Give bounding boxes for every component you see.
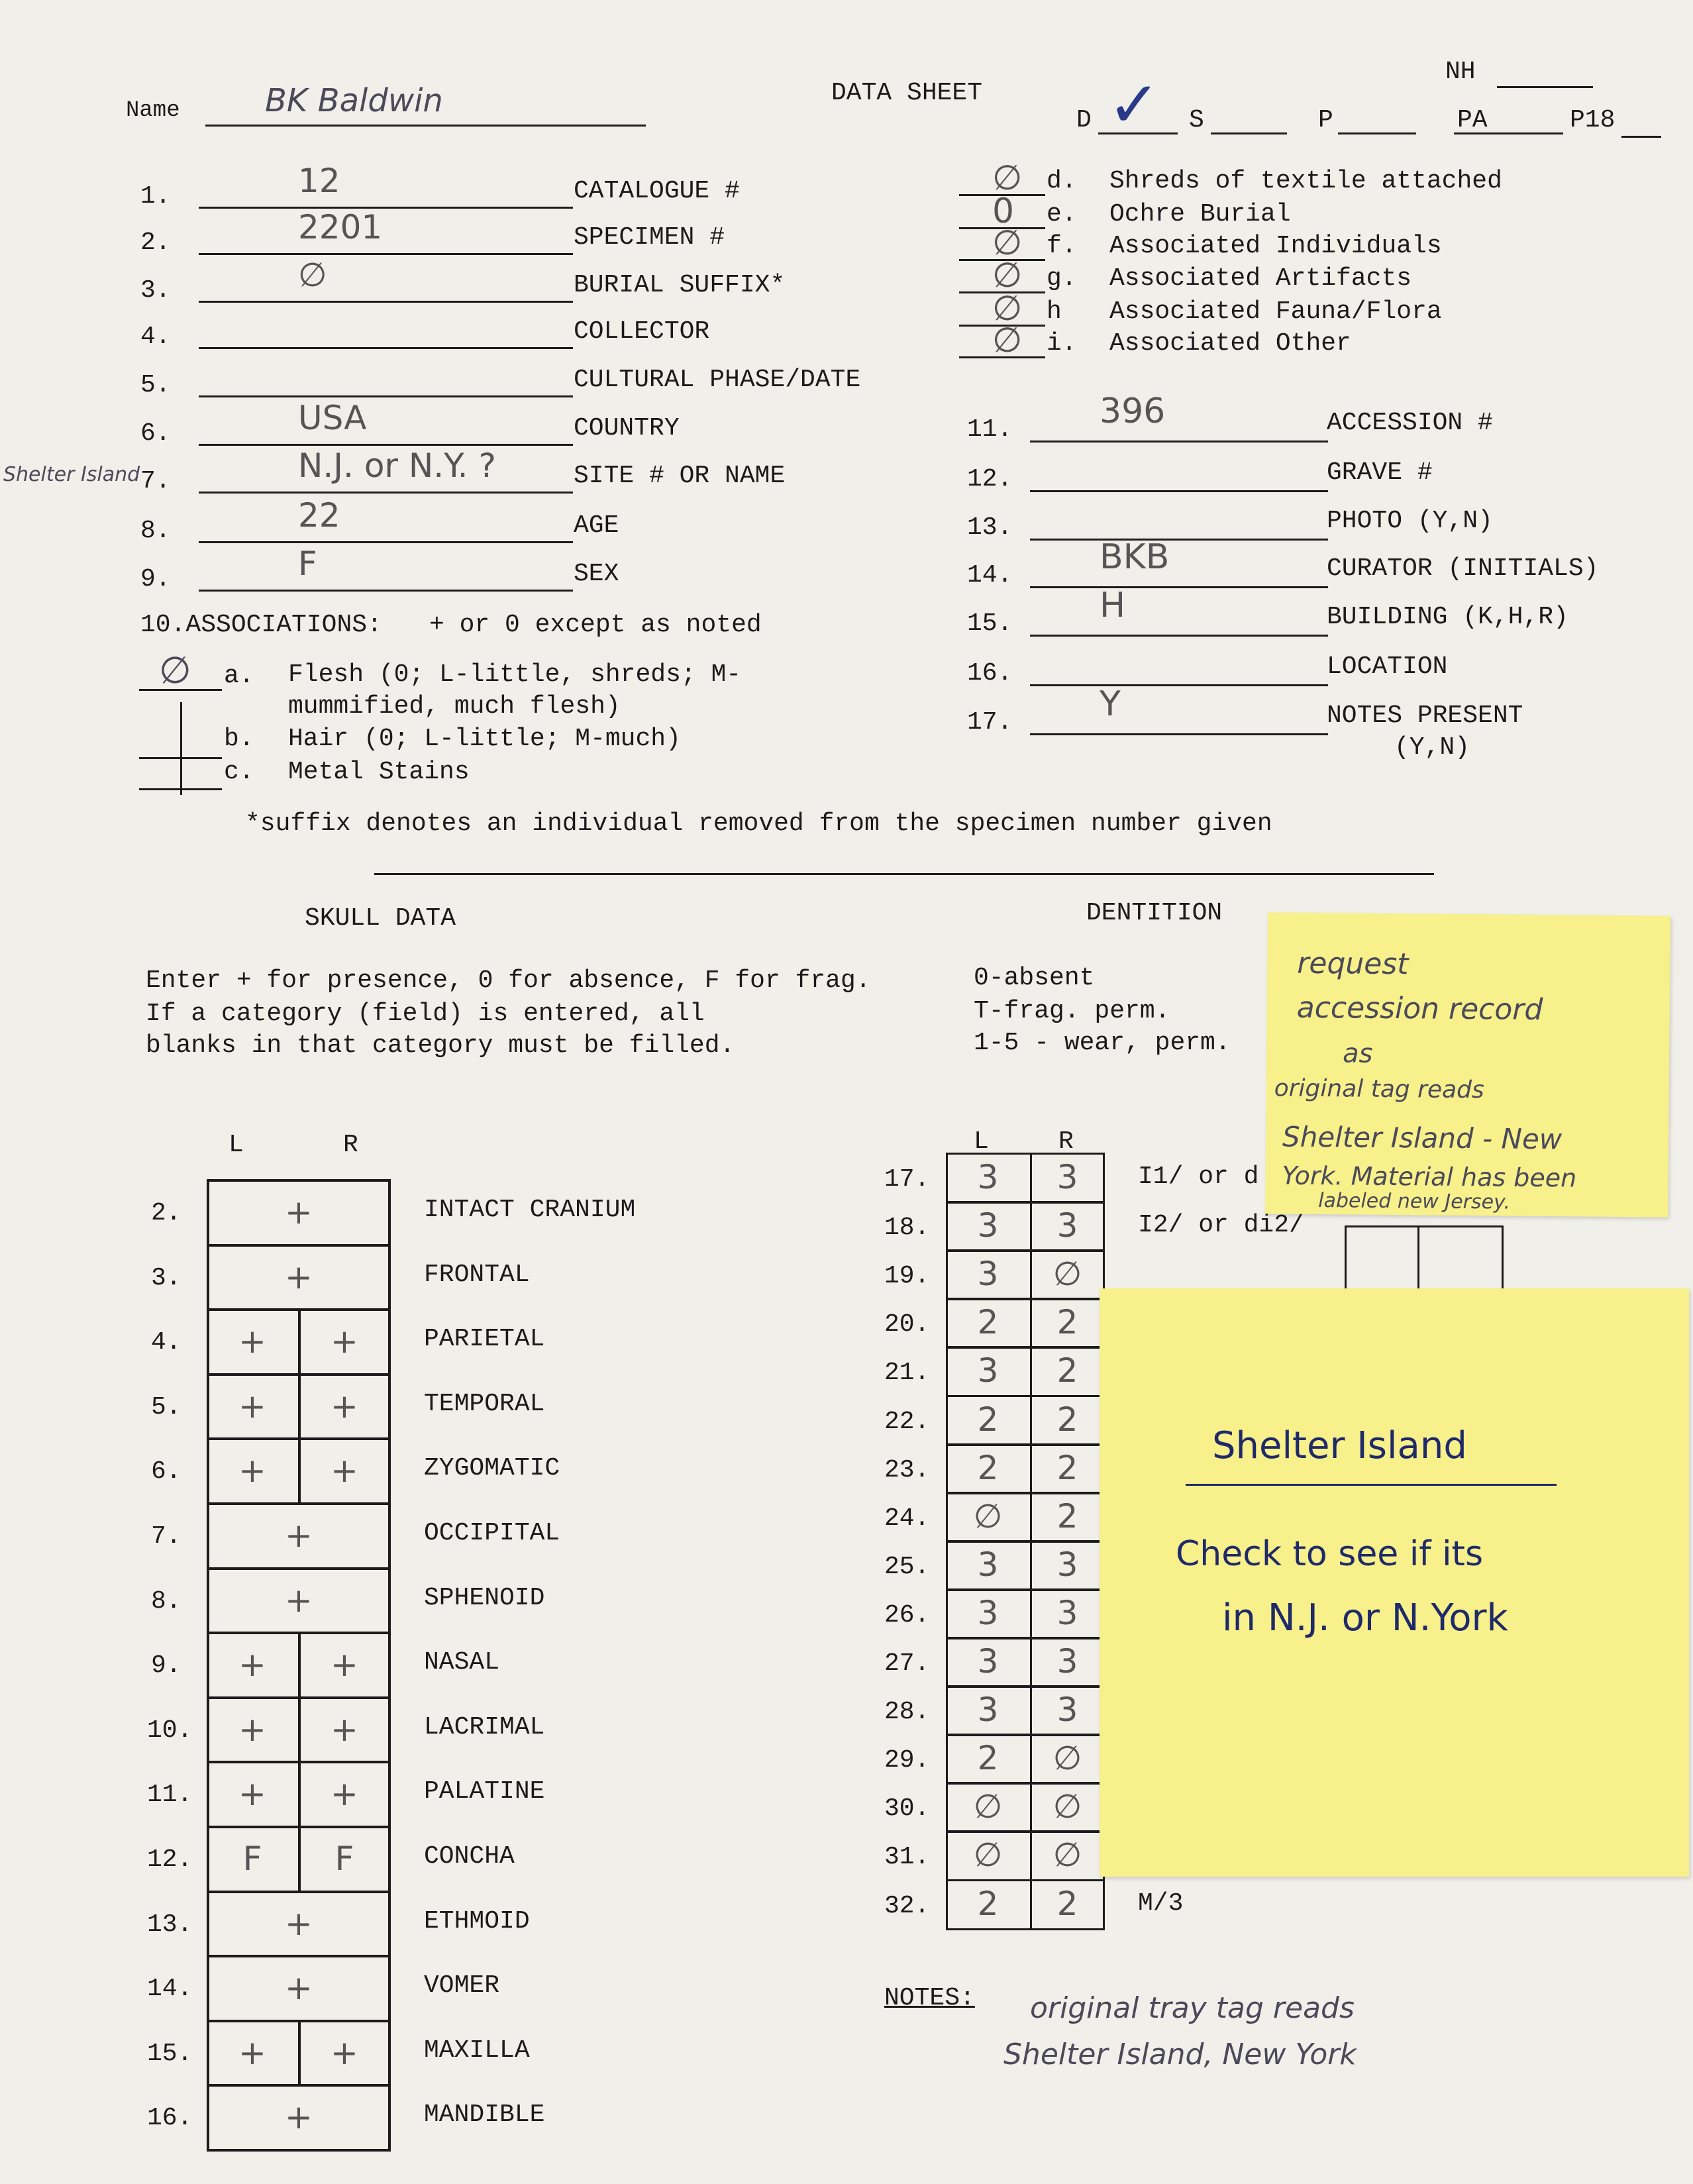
assoc-label: Associated Fauna/Flora <box>1109 297 1442 326</box>
skull-cell-left[interactable]: + <box>238 1322 266 1361</box>
dentition-cell-right[interactable]: 2 <box>1056 1448 1078 1487</box>
skull-row-number: 9. <box>151 1651 181 1681</box>
assoc-letter: f. <box>1047 232 1077 260</box>
field-line <box>199 492 573 494</box>
field-value[interactable]: 2201 <box>298 208 383 246</box>
dentition-row-number: 24. <box>884 1504 930 1533</box>
p-line <box>1338 132 1416 134</box>
field-number: 3. <box>140 276 171 305</box>
dentition-row-number: 23. <box>884 1455 930 1484</box>
skull-row-number: 15. <box>147 2039 193 2068</box>
skull-row-label: MANDIBLE <box>424 2101 545 2130</box>
field-value[interactable]: F <box>298 545 317 583</box>
skull-cell[interactable]: + <box>285 1581 313 1620</box>
dentition-row-label: I2/ or di2/ <box>1138 1211 1304 1240</box>
sticky2-line-2: in N.J. or N.York <box>1222 1596 1508 1639</box>
skull-row-number: 16. <box>147 2104 193 2133</box>
dentition-cell-left[interactable]: 2 <box>977 1739 999 1778</box>
dentition-cell-left[interactable]: 3 <box>977 1351 999 1390</box>
field-number: 2. <box>140 229 171 257</box>
field-number: 4. <box>140 323 171 351</box>
field-label: BUILDING (K,H,R) <box>1327 603 1568 631</box>
field-line <box>1030 539 1328 541</box>
pa-line <box>1454 132 1563 134</box>
assoc-b-letter: b. <box>224 725 254 753</box>
skull-cell-right[interactable]: + <box>331 1710 358 1749</box>
field-line <box>1030 684 1328 686</box>
dentition-title: DENTITION <box>1086 899 1223 927</box>
dentition-row-number: 19. <box>884 1262 930 1291</box>
field-number: 13. <box>967 513 1013 542</box>
assoc-label: Shreds of textile attached <box>1109 167 1502 195</box>
p18-label: P18 <box>1570 106 1616 134</box>
dentition-cell-left[interactable]: 3 <box>977 1690 999 1730</box>
field-value[interactable]: 12 <box>298 162 340 200</box>
dentition-col-l: L <box>974 1127 989 1156</box>
field-label: CULTURAL PHASE/DATE <box>574 366 861 394</box>
sticky1-line-1: request <box>1297 946 1409 982</box>
notes-label: NOTES: <box>884 1984 975 2012</box>
skull-row-number: 10. <box>147 1716 193 1745</box>
dentition-cell-right[interactable]: 2 <box>1056 1351 1078 1390</box>
dentition-cell-right[interactable]: 2 <box>1056 1884 1078 1923</box>
dentition-row-number: 21. <box>884 1359 930 1388</box>
skull-instr-1: Enter + for presence, 0 for absence, F for frag. <box>146 966 871 995</box>
dentition-cell-right[interactable]: 2 <box>1056 1303 1078 1342</box>
assoc-c-text: Metal Stains <box>288 758 470 786</box>
s-label: S <box>1189 106 1204 134</box>
assoc-label: Associated Artifacts <box>1109 264 1412 293</box>
dentition-cell-left[interactable]: 2 <box>977 1884 999 1923</box>
field-number: 1. <box>140 182 171 211</box>
field-line <box>199 347 573 349</box>
dentition-row-number: 20. <box>884 1310 930 1339</box>
field-value[interactable]: H <box>1100 586 1126 625</box>
field-number: 17. <box>967 708 1013 737</box>
dentition-cell-right[interactable]: 3 <box>1056 1545 1078 1584</box>
site-margin-note: Shelter Island <box>3 463 140 486</box>
dentition-cell-right[interactable]: 3 <box>1056 1593 1078 1632</box>
skull-row-number: 11. <box>147 1781 193 1810</box>
assoc-value[interactable]: ∅ <box>992 321 1023 360</box>
skull-row-label: FRONTAL <box>424 1260 530 1289</box>
field-number: 6. <box>140 419 171 448</box>
field-value[interactable]: Y <box>1100 684 1121 724</box>
skull-cell-right[interactable]: + <box>331 1645 358 1685</box>
assoc-a-value[interactable]: ∅ <box>159 649 191 692</box>
field-number: 7. <box>140 467 171 495</box>
assoc-a-text: Flesh (0; L-little, shreds; M- <box>288 660 742 689</box>
dentition-row-number: 26. <box>884 1600 930 1630</box>
dentition-cell-right[interactable]: ∅ <box>1052 1836 1082 1875</box>
skull-row-label: INTACT CRANIUM <box>424 1196 636 1224</box>
notes-present-yn: (Y,N) <box>1394 733 1470 762</box>
field-line <box>199 207 573 209</box>
assoc-letter: g. <box>1047 264 1077 293</box>
field-line <box>199 395 573 397</box>
field-label: SPECIMEN # <box>574 223 725 252</box>
field-label: LOCATION <box>1327 652 1448 681</box>
field-number: 15. <box>967 609 1013 638</box>
field-number: 16. <box>967 659 1013 688</box>
skull-row-number: 8. <box>151 1586 181 1616</box>
pa-label: PA <box>1457 106 1488 134</box>
skull-cell-left[interactable]: + <box>238 1775 266 1814</box>
skull-cell-right[interactable]: + <box>331 1322 358 1361</box>
dentition-row-label: M/3 <box>1138 1889 1184 1918</box>
assoc-c-letter: c. <box>224 758 254 786</box>
field-label: SEX <box>574 560 619 588</box>
skull-cell[interactable]: + <box>285 1516 313 1555</box>
dentition-row-number: 32. <box>884 1891 930 1920</box>
dentition-row-number: 30. <box>884 1794 930 1824</box>
field-label: CATALOGUE # <box>574 177 740 205</box>
skull-row-number: 3. <box>151 1263 181 1292</box>
field-label: COUNTRY <box>574 414 680 442</box>
field-line <box>199 301 573 303</box>
skull-cell-left[interactable]: + <box>238 2033 266 2072</box>
skull-cell-left[interactable]: F <box>242 1840 262 1878</box>
dentition-row-number: 28. <box>884 1698 930 1727</box>
notes-line-1[interactable]: original tray tag reads <box>1030 1991 1355 2025</box>
field-label: BURIAL SUFFIX* <box>574 271 786 299</box>
assoc-label: Associated Other <box>1109 329 1351 358</box>
field-value[interactable]: BKB <box>1100 537 1170 577</box>
dentition-cell-right[interactable]: 3 <box>1056 1642 1078 1681</box>
field-number: 14. <box>967 561 1013 590</box>
nh-label: NH <box>1445 58 1476 86</box>
skull-row-label: PARIETAL <box>424 1325 545 1354</box>
dentition-cell-left[interactable]: ∅ <box>973 1836 1003 1875</box>
skull-row-label: SPHENOID <box>424 1583 545 1612</box>
s-line <box>1211 132 1287 134</box>
skull-instr-2: If a category (field) is entered, all <box>146 1000 705 1028</box>
assoc-value[interactable]: 0 <box>992 191 1015 231</box>
field-label: PHOTO (Y,N) <box>1327 507 1493 535</box>
skull-row-label: ZYGOMATIC <box>424 1454 560 1483</box>
dentition-cell-right[interactable]: 3 <box>1056 1206 1078 1245</box>
dentition-cell-right[interactable]: 3 <box>1056 1690 1078 1730</box>
sticky1-line-2: accession record <box>1296 990 1543 1027</box>
sticky-note-shelter-island <box>1100 1288 1689 1877</box>
dentition-cell-right[interactable]: 3 <box>1056 1158 1078 1196</box>
assoc-label: Ochre Burial <box>1109 200 1291 229</box>
skull-cell-left[interactable]: + <box>238 1386 266 1426</box>
dentition-cell-left[interactable]: ∅ <box>973 1496 1003 1535</box>
field-label: GRAVE # <box>1327 458 1433 487</box>
dentition-cell-right[interactable]: 2 <box>1056 1496 1078 1535</box>
page-title: DATA SHEET <box>831 79 983 107</box>
associations-subtitle: + or 0 except as noted <box>429 611 762 639</box>
field-label: ACCESSION # <box>1327 409 1493 437</box>
skull-row-label: ETHMOID <box>424 1906 530 1936</box>
skull-cell[interactable]: + <box>285 1969 313 2008</box>
skull-row-label: NASAL <box>424 1648 500 1677</box>
field-number: 8. <box>140 517 171 545</box>
field-line <box>1030 490 1328 492</box>
sticky1-line-3: as <box>1342 1038 1373 1069</box>
skull-cell-left[interactable]: + <box>238 1645 266 1685</box>
skull-row-number: 6. <box>151 1457 181 1486</box>
field-number: 5. <box>140 371 171 399</box>
field-value[interactable]: USA <box>298 399 367 437</box>
skull-col-l: L <box>229 1131 244 1159</box>
skull-row-number: 2. <box>151 1199 181 1227</box>
name-label: Name <box>126 98 180 123</box>
skull-cell-right[interactable]: + <box>331 2033 358 2072</box>
dentition-row-number: 22. <box>884 1407 930 1436</box>
assoc-letter: d. <box>1047 167 1077 195</box>
assoc-value[interactable]: ∅ <box>992 256 1023 295</box>
dentition-cell-left[interactable]: 3 <box>977 1545 999 1584</box>
assoc-a-text2: mummified, much flesh) <box>288 692 621 721</box>
dentition-row-number: 18. <box>884 1214 930 1243</box>
skull-row-label: LACRIMAL <box>424 1712 545 1742</box>
dentition-row-number: 29. <box>884 1746 930 1775</box>
dentition-cell-left[interactable]: 2 <box>977 1400 999 1439</box>
dentition-cell-right[interactable]: ∅ <box>1052 1739 1082 1778</box>
sticky1-line-6: York. Material has been <box>1282 1161 1577 1193</box>
assoc-b-text: Hair (0; L-little; M-much) <box>288 725 681 753</box>
skull-row-number: 5. <box>151 1392 181 1422</box>
dentition-cell-left[interactable]: 2 <box>977 1303 999 1342</box>
assoc-value[interactable]: ∅ <box>992 289 1023 329</box>
field-line <box>199 253 573 255</box>
field-value[interactable]: 396 <box>1100 391 1166 431</box>
skull-cell-right[interactable]: + <box>331 1386 358 1426</box>
field-value[interactable]: 22 <box>298 496 340 535</box>
dentition-legend-2: T-frag. perm. <box>974 997 1170 1025</box>
skull-row-number: 13. <box>147 1910 193 1939</box>
nh-line <box>1497 86 1593 88</box>
associations-title: 10.ASSOCIATIONS: <box>140 611 382 639</box>
dentition-cell-right[interactable]: ∅ <box>1052 1255 1082 1294</box>
skull-cell[interactable]: + <box>285 2098 313 2137</box>
suffix-note: *suffix denotes an individual removed from the specimen number given <box>245 809 1272 838</box>
skull-cell-right[interactable]: F <box>334 1840 354 1878</box>
skull-row-label: TEMPORAL <box>424 1389 545 1418</box>
dentition-cell-left[interactable]: 3 <box>977 1255 999 1294</box>
dentition-cell-right[interactable]: 2 <box>1056 1400 1078 1439</box>
field-value[interactable]: ∅ <box>298 256 327 294</box>
skull-cell-right[interactable]: + <box>331 1775 358 1814</box>
assoc-b-line <box>139 757 222 759</box>
field-line <box>199 590 573 592</box>
sticky2-title: Shelter Island <box>1212 1424 1467 1467</box>
assoc-value[interactable]: ∅ <box>992 223 1023 263</box>
assoc-ditto-line <box>180 702 182 795</box>
sticky2-underline <box>1186 1484 1557 1486</box>
dentition-legend-1: 0-absent <box>974 964 1095 992</box>
sticky1-line-4: original tag reads <box>1274 1074 1484 1104</box>
skull-cell-left[interactable]: + <box>238 1710 266 1749</box>
skull-cell-right[interactable]: + <box>331 1451 358 1490</box>
skull-col-r: R <box>343 1131 358 1159</box>
sticky2-line-1: Check to see if its <box>1176 1534 1484 1574</box>
dentition-cell-left[interactable]: 3 <box>977 1593 999 1632</box>
name-line <box>205 125 646 127</box>
assoc-value[interactable]: ∅ <box>992 158 1023 198</box>
dentition-legend-3: 1-5 - wear, perm. <box>974 1029 1231 1057</box>
skull-row-number: 14. <box>147 1975 193 2004</box>
skull-row-label: PALATINE <box>424 1777 545 1806</box>
dentition-row-number: 31. <box>884 1843 930 1872</box>
skull-row-label: VOMER <box>424 1971 500 2001</box>
field-label: COLLECTOR <box>574 317 710 346</box>
skull-cell-left[interactable]: + <box>238 1451 266 1490</box>
sticky1-line-7: labeled new Jersey. <box>1318 1189 1511 1214</box>
p18-line <box>1621 136 1661 138</box>
field-number: 12. <box>967 465 1013 494</box>
dentition-cell-left[interactable]: 3 <box>977 1206 999 1245</box>
dentition-cell-left[interactable]: 3 <box>977 1642 999 1681</box>
dentition-row-number: 17. <box>884 1165 930 1194</box>
field-line <box>1030 635 1328 637</box>
section-divider <box>374 873 1434 875</box>
skull-cell[interactable]: + <box>285 1257 313 1296</box>
field-line <box>1030 441 1328 442</box>
skull-data-title: SKULL DATA <box>305 904 456 933</box>
dentition-row-label: I1/ or d <box>1138 1163 1259 1191</box>
skull-row-number: 4. <box>151 1328 181 1357</box>
field-label: SITE # OR NAME <box>574 462 786 490</box>
field-line <box>199 541 573 543</box>
dentition-row-number: 25. <box>884 1552 930 1581</box>
sticky-note-request <box>1265 912 1670 1217</box>
assoc-letter: e. <box>1047 200 1077 229</box>
field-label: CURATOR (INITIALS) <box>1327 554 1599 583</box>
d-label: D <box>1076 106 1092 134</box>
p-label: P <box>1318 106 1333 134</box>
skull-row-number: 12. <box>147 1846 193 1874</box>
skull-row-label: MAXILLA <box>424 2036 530 2065</box>
field-line <box>199 444 573 446</box>
sticky1-line-5: Shelter Island - New <box>1282 1120 1563 1156</box>
skull-cell[interactable]: + <box>285 1904 313 1943</box>
field-line <box>1030 586 1328 588</box>
skull-row-number: 7. <box>151 1522 181 1551</box>
dentition-cell-left[interactable]: 2 <box>977 1448 999 1487</box>
dentition-col-r: R <box>1058 1127 1074 1156</box>
skull-row-label: CONCHA <box>424 1842 515 1871</box>
skull-cell[interactable]: + <box>285 1193 313 1231</box>
field-number: 11. <box>967 415 1013 444</box>
field-label: NOTES PRESENT <box>1327 702 1523 730</box>
assoc-c-line <box>139 788 222 790</box>
skull-instr-3: blanks in that category must be filled. <box>146 1031 735 1060</box>
dentition-cell-left[interactable]: 3 <box>977 1158 999 1196</box>
name-value[interactable]: BK Baldwin <box>265 82 443 119</box>
dentition-row-number: 27. <box>884 1649 930 1678</box>
field-label: AGE <box>574 511 619 540</box>
d-checkmark[interactable]: ✓ <box>1107 68 1161 142</box>
field-number: 9. <box>140 565 171 594</box>
skull-row-label: OCCIPITAL <box>424 1519 560 1547</box>
assoc-a-letter: a. <box>224 662 254 690</box>
field-line <box>1030 733 1328 735</box>
field-value[interactable]: N.J. or N.Y. ? <box>298 446 496 485</box>
assoc-letter: i. <box>1047 329 1077 358</box>
assoc-letter: h <box>1047 297 1062 326</box>
dentition-cell-left[interactable]: ∅ <box>973 1787 1003 1826</box>
dentition-cell-right[interactable]: ∅ <box>1052 1787 1082 1826</box>
assoc-label: Associated Individuals <box>1109 232 1442 260</box>
notes-line-2[interactable]: Shelter Island, New York <box>1003 2038 1357 2071</box>
